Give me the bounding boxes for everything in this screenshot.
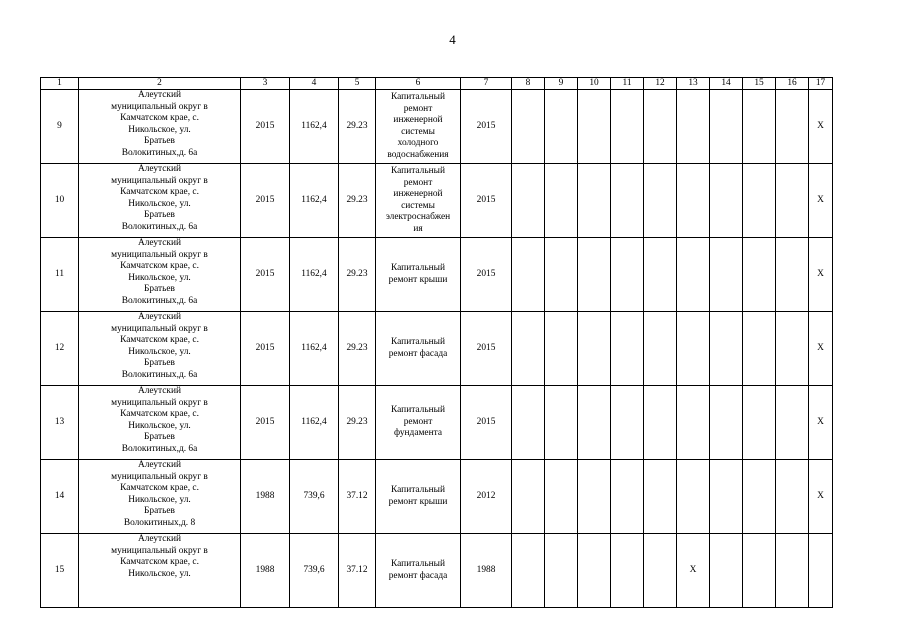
address-cell-line: муниципальный округ в (111, 397, 208, 408)
work-type-cell-line: ия (413, 223, 423, 234)
mark-cell-13: X (677, 534, 710, 608)
address-cell-line: Алеутский (137, 164, 182, 174)
address-cell (79, 312, 241, 386)
work-type-cell-line: инженерной (393, 189, 443, 199)
work-type-cell-line: холодного (397, 138, 439, 148)
address-cell-line: Волокитиных,д. 6а (121, 295, 198, 306)
empty-cell (776, 90, 809, 164)
empty-cell (710, 238, 743, 312)
address-cell-line: Волокитиных,д. 6а (121, 443, 198, 454)
empty-cell (545, 90, 578, 164)
empty-cell (545, 164, 578, 238)
mark-cell-17: X (809, 460, 833, 534)
work-type-cell-line: электроснабжен (385, 212, 451, 222)
work-type-cell-line: Капитальный (391, 166, 445, 176)
address-cell-line: муниципальный округ в (111, 249, 208, 260)
address-cell-line: Братьев (144, 358, 175, 368)
mark-cell-13 (677, 90, 710, 164)
build-year-cell: 2015 (241, 238, 290, 312)
column-number-header: 17 (809, 78, 833, 90)
table-row (41, 238, 833, 312)
address-cell-line: Братьев (144, 432, 175, 442)
address-cell-line: Камчатском крае, с. (120, 483, 199, 493)
column-number-header: 9 (545, 78, 578, 90)
empty-cell (545, 238, 578, 312)
empty-cell (611, 460, 644, 534)
mark-cell-13 (677, 312, 710, 386)
empty-cell (611, 386, 644, 460)
address-cell-line: Камчатском крае, с. (120, 187, 199, 197)
column-number-header: 13 (677, 78, 710, 90)
table-row (41, 90, 833, 164)
column-number-header: 6 (376, 78, 461, 90)
empty-cell (611, 312, 644, 386)
mark-cell-17: X (809, 90, 833, 164)
column-number-header: 4 (290, 78, 339, 90)
work-type-cell-line: водоснабжения (387, 149, 449, 160)
address-cell-line: Алеутский (137, 386, 182, 396)
address-cell-line: Братьев (144, 210, 175, 220)
empty-cell (512, 386, 545, 460)
mark-cell-13 (677, 386, 710, 460)
build-year-cell: 2015 (241, 90, 290, 164)
address-cell-line: Алеутский (137, 90, 182, 100)
column-number-header: 8 (512, 78, 545, 90)
empty-cell (611, 238, 644, 312)
work-type-cell-line: инженерной (393, 115, 443, 125)
area-cell: 1162,4 (290, 90, 339, 164)
empty-cell (644, 386, 677, 460)
mark-cell-17: X (809, 386, 833, 460)
empty-cell (578, 238, 611, 312)
empty-cell (710, 386, 743, 460)
work-type-cell-line: ремонт (403, 103, 433, 114)
address-cell-line: Алеутский (137, 534, 182, 544)
work-type-cell (376, 534, 461, 608)
empty-cell (743, 534, 776, 608)
address-cell-line: Камчатском крае, с. (120, 557, 199, 567)
empty-cell (743, 386, 776, 460)
empty-cell (644, 90, 677, 164)
work-type-cell-line: Капитальный (391, 263, 445, 273)
last-repair-year-cell: 1988 (461, 534, 512, 608)
empty-cell (776, 238, 809, 312)
work-type-cell (376, 312, 461, 386)
table-row (41, 164, 833, 238)
address-cell-line: Волокитиных,д. 6а (121, 147, 198, 158)
address-cell-line: Камчатском крае, с. (120, 409, 199, 419)
address-cell (79, 238, 241, 312)
last-repair-year-cell: 2015 (461, 164, 512, 238)
address-cell-line: Братьев (144, 506, 175, 516)
address-cell-line: Никольское, ул. (128, 346, 191, 357)
column-number-header: 5 (339, 78, 376, 90)
mark-cell-13 (677, 460, 710, 534)
empty-cell (776, 164, 809, 238)
mark-cell-13 (677, 164, 710, 238)
address-cell-line: Никольское, ул. (128, 272, 191, 283)
table-row (41, 460, 833, 534)
row-number-cell: 14 (41, 460, 79, 534)
empty-cell (545, 460, 578, 534)
mark-cell-17: X (809, 238, 833, 312)
address-cell-line: муниципальный округ в (111, 175, 208, 186)
work-type-cell-line: ремонт фасада (388, 348, 448, 359)
empty-cell (743, 90, 776, 164)
address-cell-line: муниципальный округ в (111, 545, 208, 556)
work-type-cell-line: ремонт (403, 416, 433, 427)
empty-cell (644, 460, 677, 534)
build-year-cell: 1988 (241, 534, 290, 608)
address-cell-line: Никольское, ул. (128, 494, 191, 505)
row-number-cell: 13 (41, 386, 79, 460)
page-number: 4 (449, 32, 456, 47)
column-number-header: 3 (241, 78, 290, 90)
repair-program-table (40, 77, 833, 608)
empty-cell (776, 460, 809, 534)
column-number-row (41, 78, 833, 90)
work-type-cell-line: Капитальный (391, 559, 445, 569)
column-number-header: 2 (79, 78, 241, 90)
last-repair-year-cell: 2015 (461, 312, 512, 386)
address-cell-line: муниципальный округ в (111, 101, 208, 112)
work-type-cell (376, 460, 461, 534)
address-cell-line: Никольское, ул. (128, 198, 191, 209)
column-number-header: 1 (41, 78, 79, 90)
address-cell (79, 534, 241, 608)
mark-cell-17: X (809, 164, 833, 238)
empty-cell (611, 90, 644, 164)
address-cell-line: Братьев (144, 136, 175, 146)
wear-percent-cell: 29.23 (339, 238, 376, 312)
last-repair-year-cell: 2012 (461, 460, 512, 534)
build-year-cell: 2015 (241, 312, 290, 386)
work-type-cell-line: Капитальный (391, 405, 445, 416)
build-year-cell: 2015 (241, 164, 290, 238)
wear-percent-cell: 37.12 (339, 460, 376, 534)
wear-percent-cell: 29.23 (339, 90, 376, 164)
column-number-header: 10 (578, 78, 611, 90)
empty-cell (578, 534, 611, 608)
empty-cell (545, 312, 578, 386)
work-type-cell-line: системы (401, 200, 435, 211)
column-number-header: 15 (743, 78, 776, 90)
empty-cell (512, 164, 545, 238)
work-type-cell (376, 386, 461, 460)
address-cell-line: Никольское, ул. (128, 568, 191, 579)
address-cell-line: муниципальный округ в (111, 323, 208, 334)
address-cell (79, 460, 241, 534)
empty-cell (512, 312, 545, 386)
empty-cell (611, 164, 644, 238)
empty-cell (512, 90, 545, 164)
address-cell-line: Волокитиных,д. 6а (121, 221, 198, 232)
area-cell: 1162,4 (290, 238, 339, 312)
column-number-header: 14 (710, 78, 743, 90)
address-cell-line: Камчатском крае, с. (120, 335, 199, 345)
row-number-cell: 15 (41, 534, 79, 608)
address-cell-line: Никольское, ул. (128, 420, 191, 431)
mark-cell-17: X (809, 312, 833, 386)
work-type-cell (376, 164, 461, 238)
empty-cell (512, 534, 545, 608)
wear-percent-cell: 37.12 (339, 534, 376, 608)
row-number-cell: 11 (41, 238, 79, 312)
work-type-cell-line: Капитальный (391, 485, 445, 495)
last-repair-year-cell: 2015 (461, 90, 512, 164)
empty-cell (776, 386, 809, 460)
address-cell-line: Волокитиных,д. 8 (123, 517, 196, 528)
empty-cell (578, 90, 611, 164)
empty-cell (644, 164, 677, 238)
work-type-cell (376, 90, 461, 164)
empty-cell (710, 312, 743, 386)
row-number-cell: 9 (41, 90, 79, 164)
work-type-cell-line: Капитальный (391, 92, 445, 102)
work-type-cell-line: системы (401, 126, 435, 137)
area-cell: 1162,4 (290, 386, 339, 460)
last-repair-year-cell: 2015 (461, 238, 512, 312)
empty-cell (578, 386, 611, 460)
build-year-cell: 1988 (241, 460, 290, 534)
column-number-header: 12 (644, 78, 677, 90)
empty-cell (743, 238, 776, 312)
column-number-header: 11 (611, 78, 644, 90)
address-cell-line: Братьев (144, 284, 175, 294)
empty-cell (644, 238, 677, 312)
row-number-cell: 10 (41, 164, 79, 238)
empty-cell (776, 312, 809, 386)
address-cell (79, 164, 241, 238)
work-type-cell-line: ремонт фасада (388, 570, 448, 581)
address-cell (79, 90, 241, 164)
wear-percent-cell: 29.23 (339, 164, 376, 238)
empty-cell (578, 460, 611, 534)
mark-cell-17 (809, 534, 833, 608)
empty-cell (710, 460, 743, 534)
wear-percent-cell: 29.23 (339, 312, 376, 386)
address-cell-line: Камчатском крае, с. (120, 113, 199, 123)
address-cell-line: Алеутский (137, 460, 182, 470)
empty-cell (710, 90, 743, 164)
empty-cell (578, 164, 611, 238)
address-cell-line: Никольское, ул. (128, 124, 191, 135)
address-cell-line: Алеутский (137, 238, 182, 248)
empty-cell (743, 312, 776, 386)
empty-cell (644, 312, 677, 386)
address-cell-line: муниципальный округ в (111, 471, 208, 482)
area-cell: 1162,4 (290, 312, 339, 386)
row-number-cell: 12 (41, 312, 79, 386)
empty-cell (743, 164, 776, 238)
empty-cell (710, 534, 743, 608)
empty-cell (611, 534, 644, 608)
area-cell: 1162,4 (290, 164, 339, 238)
address-cell (79, 386, 241, 460)
empty-cell (644, 534, 677, 608)
empty-cell (743, 460, 776, 534)
work-type-cell-line: ремонт крыши (388, 274, 448, 285)
column-number-header: 7 (461, 78, 512, 90)
wear-percent-cell: 29.23 (339, 386, 376, 460)
last-repair-year-cell: 2015 (461, 386, 512, 460)
empty-cell (578, 312, 611, 386)
empty-cell (545, 534, 578, 608)
address-cell-line: Камчатском крае, с. (120, 261, 199, 271)
mark-cell-13 (677, 238, 710, 312)
work-type-cell-line: ремонт крыши (388, 496, 448, 507)
address-cell-line: Волокитиных,д. 6а (121, 369, 198, 380)
area-cell: 739,6 (290, 534, 339, 608)
empty-cell (710, 164, 743, 238)
column-number-header: 16 (776, 78, 809, 90)
address-cell-line: Алеутский (137, 312, 182, 322)
work-type-cell-line: фундамента (394, 428, 442, 439)
table-row (41, 534, 833, 608)
work-type-cell (376, 238, 461, 312)
work-type-cell-line: ремонт (403, 177, 433, 188)
work-type-cell-line: Капитальный (391, 337, 445, 347)
table-row (41, 312, 833, 386)
build-year-cell: 2015 (241, 386, 290, 460)
empty-cell (512, 238, 545, 312)
empty-cell (776, 534, 809, 608)
empty-cell (545, 386, 578, 460)
table-row (41, 386, 833, 460)
empty-cell (512, 460, 545, 534)
area-cell: 739,6 (290, 460, 339, 534)
